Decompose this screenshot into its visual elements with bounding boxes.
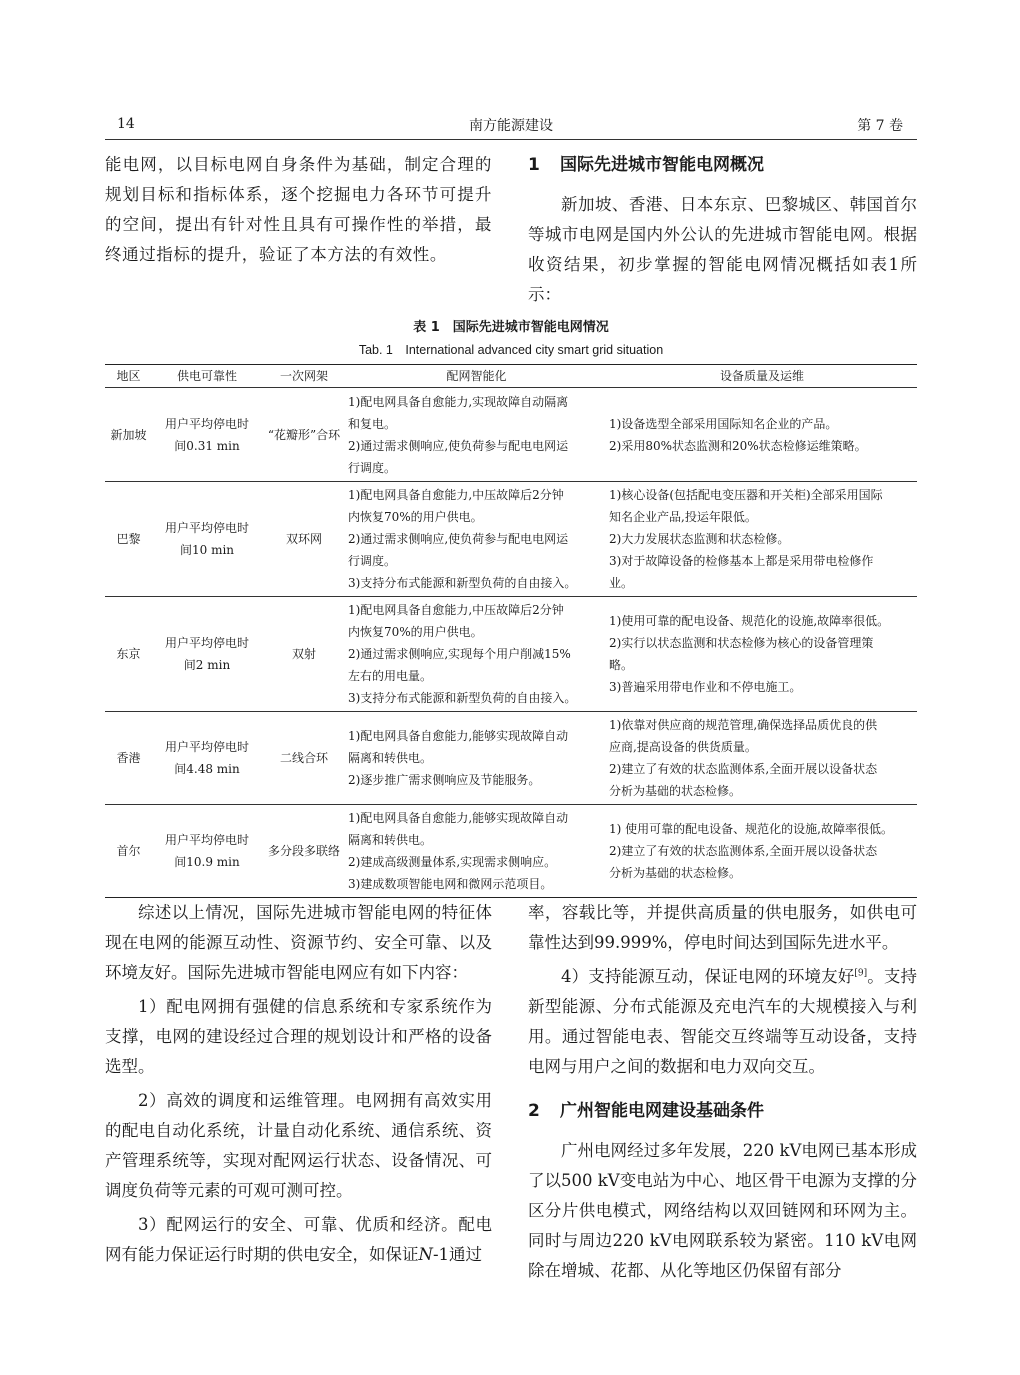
- cell-quality-line: 2)建立了有效的状态监测体系,全面开展以设备状态: [609, 762, 878, 776]
- cell-grid: 双射: [291, 647, 316, 661]
- left-column-top: [105, 150, 492, 270]
- summary-paragraph: 综述以上情况，国际先进城市智能电网的特征体现在电网的能源互动性、资源节约、安全可靠、以及环境友好。国际先进城市智能电网应有如下内容：: [105, 903, 492, 982]
- section-2-paragraph: 广州电网经过多年发展，220 kV电网已基本形成了以500 kV变电站为中心、地区骨干电源为支撑的分区分片供电模式，网络结构以双回链网和环网为主。同时与周边220 kV电网联系较为紧密。110 kV电网除在增城、花都、从化等地区仍保留有部分: [528, 1141, 917, 1280]
- table-row: [105, 388, 917, 482]
- item-4-paragraph: [528, 962, 917, 1082]
- cell-quality-line: 2)建立了有效的状态监测体系,全面开展以设备状态: [609, 844, 878, 858]
- table-header-row: [105, 365, 917, 388]
- cell-intelligence-line: 1)配电网具备自愈能力,中压故障后2分钟: [348, 603, 564, 617]
- cell-quality-line: 分析为基础的状态检修。: [609, 784, 742, 798]
- smart-grid-table: [105, 364, 917, 898]
- cell-intelligence-line: 1)配电网具备自愈能力,能够实现故障自动: [348, 811, 569, 825]
- cell-quality-line: 1)依靠对供应商的规范管理,确保选择品质优良的供: [609, 718, 878, 732]
- cell-reliability-line: 间10 min: [179, 543, 235, 557]
- header-rule: [105, 139, 917, 140]
- volume-label: 第 7 卷: [857, 118, 903, 134]
- cell-intelligence: [346, 597, 607, 712]
- header-quality: 设备质量及运维: [607, 365, 917, 388]
- cell-intelligence-line: 3)建成数项智能电网和微网示范项目。: [348, 877, 553, 891]
- cell-quality-line: 知名企业产品,投运年限低。: [609, 510, 757, 524]
- intro-paragraph-end: 能电网，以目标电网自身条件为基础，制定合理的规划目标和指标体系，逐个挖掘电力各环节可提升的空间，提出有针对性且具有可操作性的举措，最终通过指标的提升，验证了本方法的有效性。: [105, 155, 492, 264]
- cell-intelligence-line: 2)通过需求侧响应,使负荷参与配电电网运: [348, 438, 569, 453]
- cell-quality-line: 业。: [609, 576, 634, 590]
- section-1-number: 1: [528, 155, 540, 175]
- section-1-title: 国际先进城市智能电网概况: [560, 155, 764, 175]
- right-column-bottom: [528, 898, 917, 1286]
- cell-reliability-line: 间2 min: [183, 658, 231, 672]
- cell-intelligence-line: 隔离和转供电。: [348, 833, 433, 847]
- cell-intelligence-line: 内恢复70%的用户供电。: [348, 625, 483, 639]
- cell-reliability-line: 用户平均停电时: [164, 833, 249, 847]
- cell-intelligence-line: 内恢复70%的用户供电。: [348, 510, 483, 524]
- item-3-italic-n: N: [418, 1245, 433, 1264]
- cell-quality: [607, 712, 917, 805]
- cell-quality-line: 1)设备选型全部采用国际知名企业的产品。: [609, 416, 838, 431]
- journal-name: 南方能源建设: [469, 118, 553, 134]
- cell-region: 巴黎: [116, 532, 141, 546]
- cell-grid: 双环网: [285, 532, 322, 546]
- header-reliability: 供电可靠性: [152, 365, 262, 388]
- section-2-heading: [528, 1096, 917, 1126]
- cell-region: 首尔: [116, 844, 141, 858]
- cell-quality: [607, 597, 917, 712]
- header-grid: 一次网架: [262, 365, 346, 388]
- cell-grid: “花瓣形”合环: [267, 427, 341, 442]
- cell-intelligence: [346, 712, 607, 805]
- cell-quality-line: 应商,提高设备的供货质量。: [609, 740, 757, 754]
- cell-reliability-line: 用户平均停电时: [164, 416, 249, 431]
- left-column-bottom: [105, 898, 492, 1270]
- cell-quality-line: 3)普遍采用带电作业和不停电施工。: [609, 680, 802, 694]
- cell-intelligence-line: 行调度。: [348, 554, 397, 568]
- cell-region: 香港: [116, 751, 141, 765]
- section-2-number: 2: [528, 1101, 540, 1121]
- item-2-paragraph: 2）高效的调度和运维管理。电网拥有高效实用的配电自动化系统，计量自动化系统、通信系统、资产管理系统等，实现对配网运行状态、设备情况、可调度负荷等元素的可观可测可控。: [105, 1091, 492, 1200]
- table-body: [105, 388, 917, 898]
- table-row: [105, 482, 917, 597]
- cell-quality-line: 3)对于故障设备的检修基本上都是采用带电检修作: [609, 554, 874, 568]
- section-1-paragraph: 新加坡、香港、日本东京、巴黎城区、韩国首尔等城市电网是国内外公认的先进城市智能电网。根据收资结果，初步掌握的智能电网情况概括如表1所示：: [528, 195, 917, 304]
- cell-intelligence: [346, 388, 607, 482]
- cell-intelligence: [346, 482, 607, 597]
- cell-intelligence-line: 和复电。: [348, 416, 397, 431]
- item-3-continuation: 率，容载比等，并提供高质量的供电服务，如供电可靠性达到99.999%，停电时间达到国际先进水平。: [528, 903, 917, 952]
- cell-quality: [607, 805, 917, 898]
- cell-quality-line: 2)实行以状态监测和状态检修为核心的设备管理策: [609, 636, 874, 650]
- cell-quality-line: 1)使用可靠的配电设备、规范化的设施,故障率很低。: [609, 614, 890, 628]
- cell-intelligence-line: 左右的用电量。: [348, 669, 433, 683]
- citation-ref: [9]: [854, 968, 868, 979]
- cell-quality: [607, 482, 917, 597]
- item-3-text: 3）配网运行的安全、可靠、优质和经济。配电网有能力保证运行时期的供电安全，如保证: [105, 1215, 492, 1264]
- cell-quality: [607, 388, 917, 482]
- cell-reliability: [152, 805, 262, 898]
- cell-reliability: [152, 388, 262, 482]
- section-2-title: 广州智能电网建设基础条件: [560, 1101, 764, 1121]
- cell-intelligence-line: 2)通过需求侧响应,使负荷参与配电电网运: [348, 532, 569, 546]
- table-row: [105, 597, 917, 712]
- cell-reliability-line: 用户平均停电时: [164, 521, 249, 535]
- cell-reliability-line: 用户平均停电时: [164, 636, 249, 650]
- cell-grid: 二线合环: [279, 751, 328, 765]
- cell-intelligence-line: 1)配电网具备自愈能力,中压故障后2分钟: [348, 488, 564, 502]
- item-3-paragraph: [105, 1210, 492, 1270]
- cell-reliability-line: 间4.48 min: [174, 762, 240, 776]
- cell-reliability-line: 用户平均停电时: [164, 740, 249, 754]
- header-intelligence: 配网智能化: [346, 365, 607, 388]
- cell-intelligence-line: 3)支持分布式能源和新型负荷的自由接入。: [348, 691, 577, 705]
- item-4-text: 4）支持能源互动，保证电网的环境友好: [561, 967, 855, 986]
- cell-region: 东京: [116, 647, 141, 661]
- running-header: [105, 114, 917, 140]
- item-4-text-end: 。支持新型能源、分布式能源及充电汽车的大规模接入与利用。通过智能电表、智能交互终端等互动设备，支持电网与用户之间的数据和电力双向交互。: [528, 967, 918, 1076]
- cell-intelligence-line: 1)配电网具备自愈能力,能够实现故障自动: [348, 729, 569, 743]
- cell-grid: 多分段多联络: [267, 844, 340, 858]
- header-region: 地区: [105, 365, 152, 388]
- cell-quality-line: 2)大力发展状态监测和状态检修。: [609, 532, 790, 546]
- right-column-top: [528, 150, 917, 310]
- cell-reliability: [152, 482, 262, 597]
- cell-reliability-line: 间10.9 min: [174, 855, 240, 869]
- cell-quality-line: 分析为基础的状态检修。: [609, 866, 742, 880]
- cell-intelligence-line: 2)通过需求侧响应,实现每个用户削减15%: [348, 647, 571, 661]
- table-row: [105, 805, 917, 898]
- page-number: 14: [117, 116, 135, 132]
- cell-quality-line: 1) 使用可靠的配电设备、规范化的设施,故障率很低。: [609, 822, 893, 836]
- section-1-heading: [528, 150, 917, 180]
- cell-quality-line: 略。: [609, 658, 634, 672]
- item-1-paragraph: 1）配电网拥有强健的信息系统和专家系统作为支撑，电网的建设经过合理的规划设计和严格的设备选型。: [105, 997, 492, 1076]
- item-3-text-end: -1通过: [432, 1245, 483, 1264]
- cell-reliability-line: 间0.31 min: [174, 438, 240, 453]
- cell-reliability: [152, 712, 262, 805]
- cell-intelligence-line: 1)配电网具备自愈能力,实现故障自动隔离: [348, 394, 569, 409]
- cell-quality-line: 2)采用80%状态监测和20%状态检修运维策略。: [609, 438, 867, 453]
- cell-intelligence-line: 行调度。: [348, 460, 397, 475]
- cell-intelligence: [346, 805, 607, 898]
- cell-intelligence-line: 2)建成高级测量体系,实现需求侧响应。: [348, 855, 557, 869]
- table-caption-en: Tab. 1 International advanced city smart grid situation: [358, 343, 664, 357]
- cell-reliability: [152, 597, 262, 712]
- cell-intelligence-line: 3)支持分布式能源和新型负荷的自由接入。: [348, 576, 577, 590]
- cell-intelligence-line: 2)逐步推广需求侧响应及节能服务。: [348, 773, 541, 787]
- cell-quality-line: 1)核心设备(包括配电变压器和开关柜)全部采用国际: [609, 488, 883, 502]
- cell-region: 新加坡: [110, 427, 147, 442]
- table-caption-cn: 表 1 国际先进城市智能电网情况: [413, 320, 609, 335]
- table-row: [105, 712, 917, 805]
- cell-intelligence-line: 隔离和转供电。: [348, 751, 433, 765]
